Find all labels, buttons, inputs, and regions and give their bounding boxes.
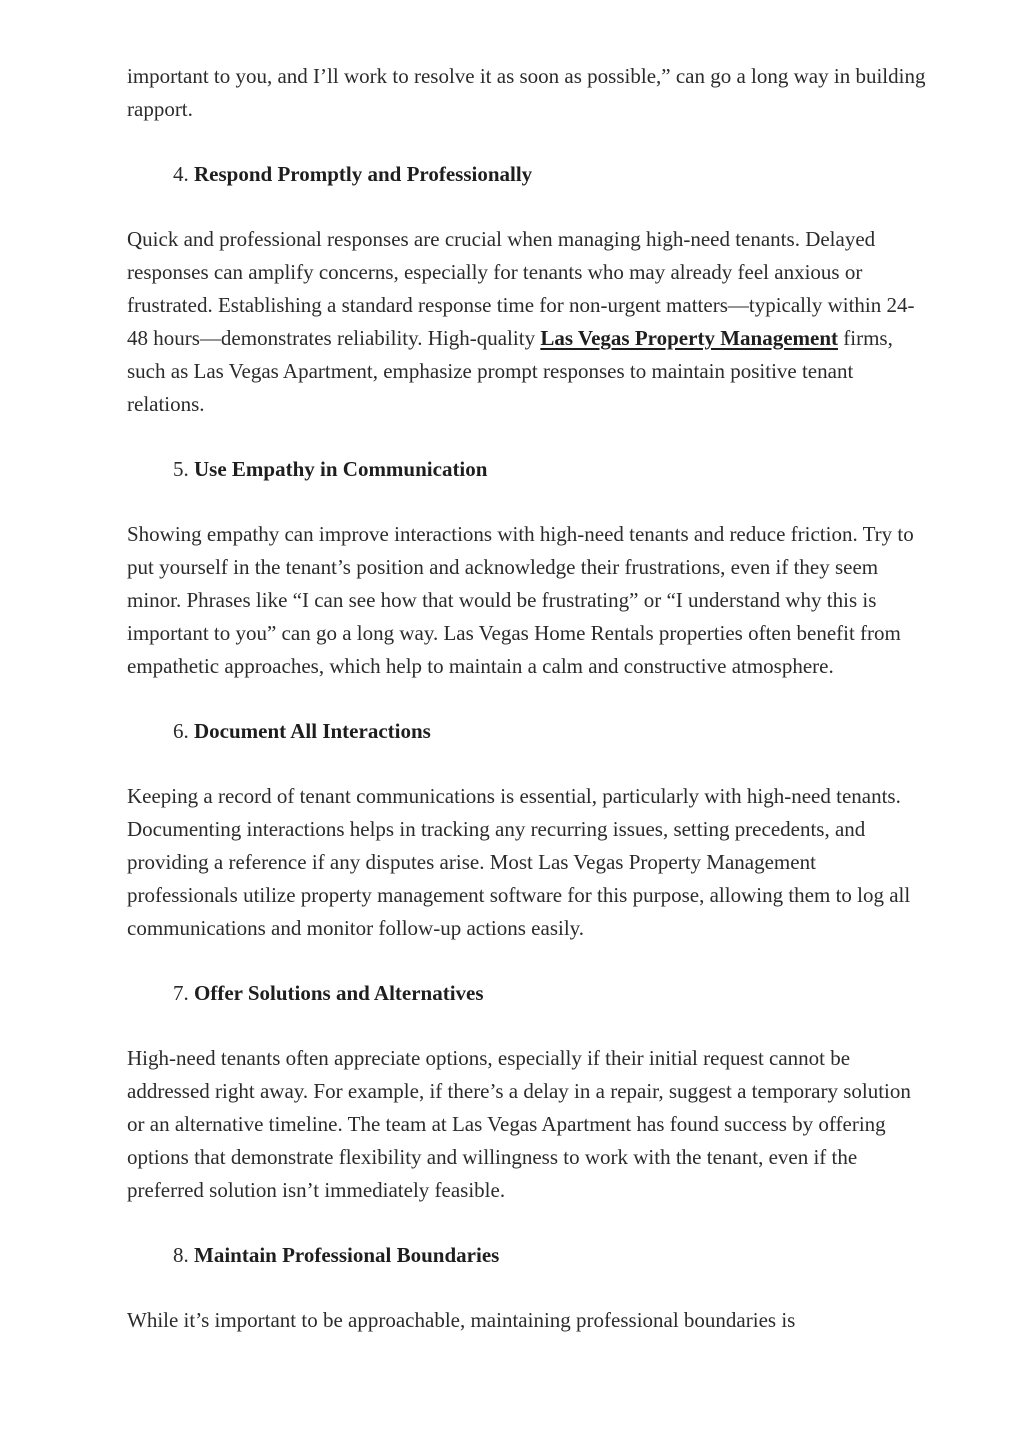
section-heading-7 xyxy=(127,977,927,1010)
body-text: Quick and professional responses are crucial when managing high-need tenants. Delayed responses can amplify concerns, especially for tenants who may already feel anxious or frustrated. Establishing a standard response time for non-urgent matters—typically within 24-48 hours—demonstrates reliability. High-quality xyxy=(127,227,915,350)
section-body-4 xyxy=(127,223,927,421)
section-number: 6. xyxy=(173,719,189,743)
section-heading-5 xyxy=(127,453,927,486)
document-page xyxy=(127,60,927,1369)
section-title: Use Empathy in Communication xyxy=(194,457,488,481)
section-heading-6 xyxy=(127,715,927,748)
section-title: Maintain Professional Boundaries xyxy=(194,1243,500,1267)
section-heading-8 xyxy=(127,1239,927,1272)
section-title: Offer Solutions and Alternatives xyxy=(194,981,484,1005)
section-number: 7. xyxy=(173,981,189,1005)
section-number: 8. xyxy=(173,1243,189,1267)
section-body-8: While it’s important to be approachable, maintaining professional boundaries is xyxy=(127,1308,796,1332)
section-body-6: Keeping a record of tenant communications is essential, particularly with high-need tenants. Documenting interactions helps in tracking any recurring issues, setting precedents, and providing a reference if any disputes arise. Most Las Vegas Property Management professionals utilize property management software for this purpose, allowing them to log all communications and monitor follow-up actions easily. xyxy=(127,784,911,940)
section-heading-4 xyxy=(127,158,927,191)
section-title: Document All Interactions xyxy=(194,719,431,743)
section-title: Respond Promptly and Professionally xyxy=(194,162,533,186)
section-body-5: Showing empathy can improve interactions with high-need tenants and reduce friction. Try to put yourself in the tenant’s position and acknowledge their frustrations, even if they seem minor. Phrases like “I can see how that would be frustrating” or “I understand why this is important to you” can go a long way. Las Vegas Home Rentals properties often benefit from empathetic approaches, which help to maintain a calm and constructive atmosphere. xyxy=(127,522,914,678)
section-number: 5. xyxy=(173,457,189,481)
body-text: firms, such as Las Vegas Apartment, emphasize prompt responses to maintain positive tenant relations. xyxy=(127,326,893,416)
section-number: 4. xyxy=(173,162,189,186)
las-vegas-property-management-link[interactable]: Las Vegas Property Management xyxy=(540,326,838,350)
section-body-7: High-need tenants often appreciate options, especially if their initial request cannot be addressed right away. For example, if there’s a delay in a repair, suggest a temporary solution or an alternative timeline. The team at Las Vegas Apartment has found success by offering options that demonstrate flexibility and willingness to work with the tenant, even if the preferred solution isn’t immediately feasible. xyxy=(127,1046,911,1202)
intro-paragraph: important to you, and I’ll work to resolve it as soon as possible,” can go a long way in building rapport. xyxy=(127,64,926,121)
